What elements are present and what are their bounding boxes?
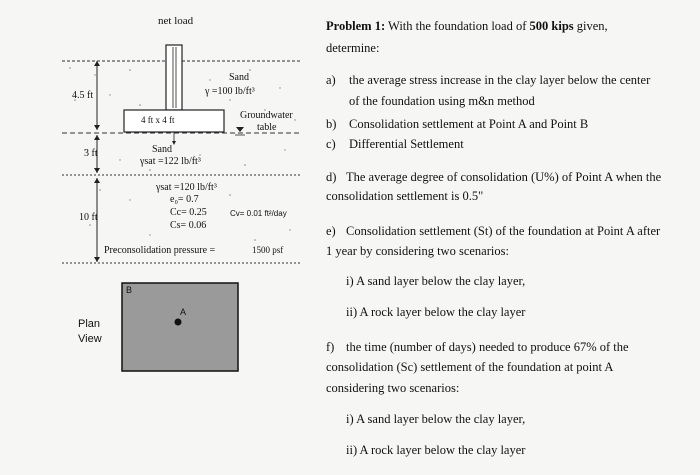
- cv-label: Cv= 0.01 ft²/day: [230, 209, 287, 218]
- item-f-line2: consolidation (Sc) settlement of the foundation at point A: [326, 360, 614, 374]
- item-b-text: Consolidation settlement at Point A and Point B: [349, 117, 589, 131]
- problem-title: Problem 1: With the foundation load of 500 kips given,: [326, 19, 608, 33]
- footing-column: [166, 45, 182, 110]
- item-e-scenario-i: i) A sand layer below the clay layer,: [346, 274, 526, 288]
- precon-value: 1500 psf: [252, 245, 284, 255]
- point-b-label: B: [126, 285, 133, 295]
- item-d-line1: The average degree of consolidation (U%) of Point A when the: [346, 170, 662, 184]
- item-a-label: a): [326, 73, 336, 87]
- item-f-scenario-ii: ii) A rock layer below the clay layer: [346, 443, 526, 457]
- precon-label: Preconsolidation pressure =: [104, 245, 216, 256]
- item-d-label: d): [326, 170, 337, 184]
- item-c-text: Differential Settlement: [349, 137, 464, 151]
- cc-label: Cc= 0.25: [170, 207, 207, 218]
- plan-view-footing: [122, 283, 238, 371]
- item-e-scenario-ii: ii) A rock layer below the clay layer: [346, 305, 526, 319]
- gamma-sat-clay-label: γsat =120 lb/ft³: [156, 182, 217, 193]
- groundwater-label: Groundwater: [240, 110, 293, 121]
- item-f-scenario-i: i) A sand layer below the clay layer,: [346, 412, 526, 426]
- item-e-line1: Consolidation settlement (St) of the foundation at Point A after: [346, 224, 661, 238]
- item-f-label: f): [326, 340, 335, 354]
- water-table-symbol: [236, 127, 244, 132]
- depth-top-label: 4.5 ft: [72, 90, 94, 101]
- item-a-line2: of the foundation using m&n method: [349, 94, 535, 108]
- depth-mid-label: 3 ft: [84, 148, 98, 159]
- sand-top-label: Sand: [229, 72, 249, 83]
- item-c-label: c): [326, 137, 336, 151]
- item-b-label: b): [326, 117, 337, 131]
- plan-label: Plan: [78, 318, 101, 330]
- item-a-line1: the average stress increase in the clay layer below the center: [349, 73, 651, 87]
- point-a-label: A: [180, 307, 187, 317]
- net-load-label: net load: [158, 15, 194, 27]
- soil-profile-diagram: [0, 0, 330, 475]
- item-d-line2: consolidation settlement is 0.5": [326, 189, 484, 203]
- gamma-sat-mid-label: γsat =122 lb/ft³: [140, 156, 201, 167]
- sand-mid-label: Sand: [152, 144, 172, 155]
- view-label: View: [78, 333, 102, 345]
- determine-label: determine:: [326, 41, 380, 55]
- cs-label: Cs= 0.06: [170, 220, 207, 231]
- item-e-line2: 1 year by considering two scenarios:: [326, 244, 509, 258]
- table-label: table: [257, 122, 277, 133]
- e0-label: e₀= 0.7: [170, 194, 199, 205]
- gamma-top-label: γ =100 lb/ft³: [205, 86, 255, 97]
- point-a-marker: [175, 319, 182, 326]
- item-f-line3: considering two scenarios:: [326, 381, 460, 395]
- footing-size-label: 4 ft x 4 ft: [141, 115, 175, 125]
- item-e-label: e): [326, 224, 336, 238]
- item-f-line1: the time (number of days) needed to produce 67% of the: [346, 340, 629, 354]
- depth-clay-label: 10 ft: [79, 212, 98, 223]
